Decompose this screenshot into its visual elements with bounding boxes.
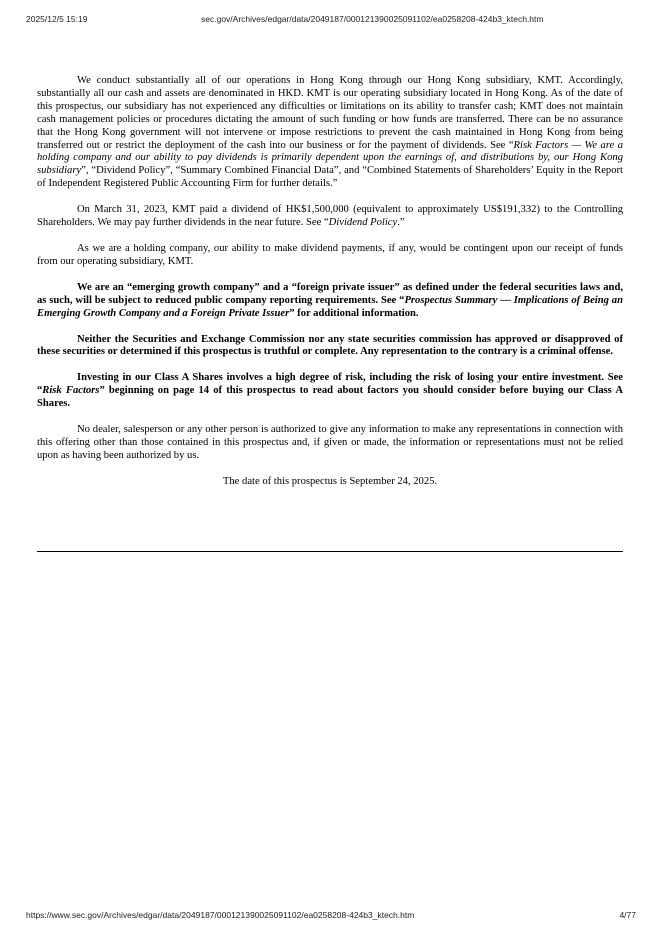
paragraph-holding-company: As we are a holding company, our ability to make dividend payments, if any, would be contingent upon our receipt of funds from our operating subsidiary, KMT. <box>37 242 623 267</box>
paragraph-no-dealer: No dealer, salesperson or any other person is authorized to give any information to make any representations in connection with this offering other than those contained in this prospectus and, if given or made, the information or representations must not be relied upon as having been authorized by us. <box>37 424 623 461</box>
horizontal-rule <box>37 551 623 552</box>
paragraph-text: .” <box>397 217 405 229</box>
paragraph-cash-transfers <box>37 75 623 191</box>
page-number: 4/77 <box>619 910 636 920</box>
paragraph-dividend-paid <box>37 204 623 230</box>
prospectus-date: The date of this prospectus is September 24, 2025. <box>222 475 438 487</box>
paragraph-text: We are an “emerging growth company” and a “foreign private issuer” as defined under the federal securities laws and, as such, will be subject to reduced public company reporting requirements. See “ <box>37 281 623 306</box>
paragraph-text: ”, “Dividend Policy”, “Summary Combined Financial Data”, and “Combined Statements of Shareholders’ Equity in the Report of Independent Registered Public Accounting Firm for further details.” <box>37 165 623 190</box>
print-datetime: 2025/12/5 15:19 <box>26 14 88 24</box>
paragraph-sec-disclaimer: Neither the Securities and Exchange Commission nor any state securities commission has approved or disapproved of these securities or determined if this prospectus is truthful or complete. Any representation to the contrary is a criminal offense. <box>37 333 623 358</box>
cross-reference: Prospectus Summary — Implications of Being an Emerging Growth Company and a Foreign Private Issuer <box>37 294 623 319</box>
paragraph-text: Investing in our Class A Shares involves a high degree of risk, including the risk of losing your entire investment. See “ <box>37 372 623 397</box>
cross-reference: Dividend Policy <box>328 217 398 229</box>
paragraph-text: We conduct substantially all of our operations in Hong Kong through our Hong Kong subsidiary, KMT. Accordingly, substantially all our cash and assets are denominated in HKD. KMT is our operating subsidiary located in Hong Kong. As of the date of this prospectus, our subsidiary has not experienced any difficulties or limitations on its ability to transfer cash; KMT does not maintain cash management policies or procedures dictating the amount of such funding or how funds are transferred. There can be no assurance that the Hong Kong government will not intervene or impose restrictions to prevent the cash maintained in Hong Kong from being transferred out or restrict the deployment of the cash into our business or for the payment of dividends. See “ <box>37 75 623 151</box>
print-footer <box>26 910 636 922</box>
paragraph-emerging-growth <box>37 282 623 321</box>
cross-reference: Risk Factors <box>42 385 100 397</box>
cross-reference: Risk Factors — We are a holding company and our ability to pay dividends is primarily dependent upon the earnings of, and distributions by, our Hong Kong subsidiary <box>37 139 623 177</box>
paragraph-risk-warning <box>37 372 623 411</box>
document-body <box>37 75 623 502</box>
paragraph-text: ” beginning on page 14 of this prospectus to read about factors you should consider before buying our Class A Shares. <box>37 385 623 410</box>
print-header <box>26 14 636 26</box>
paragraph-text: ” for additional information. <box>289 307 419 319</box>
footer-url: https://www.sec.gov/Archives/edgar/data/2049187/000121390025091102/ea0258208-424b3_ktech.htm <box>26 910 415 920</box>
print-url: sec.gov/Archives/edgar/data/2049187/000121390025091102/ea0258208-424b3_ktech.htm <box>201 14 544 24</box>
paragraph-text: On March 31, 2023, KMT paid a dividend of HK$1,500,000 (equivalent to approximately US$191,332) to the Controlling Shareholders. We may pay further dividends in the near future. See “ <box>37 204 623 229</box>
